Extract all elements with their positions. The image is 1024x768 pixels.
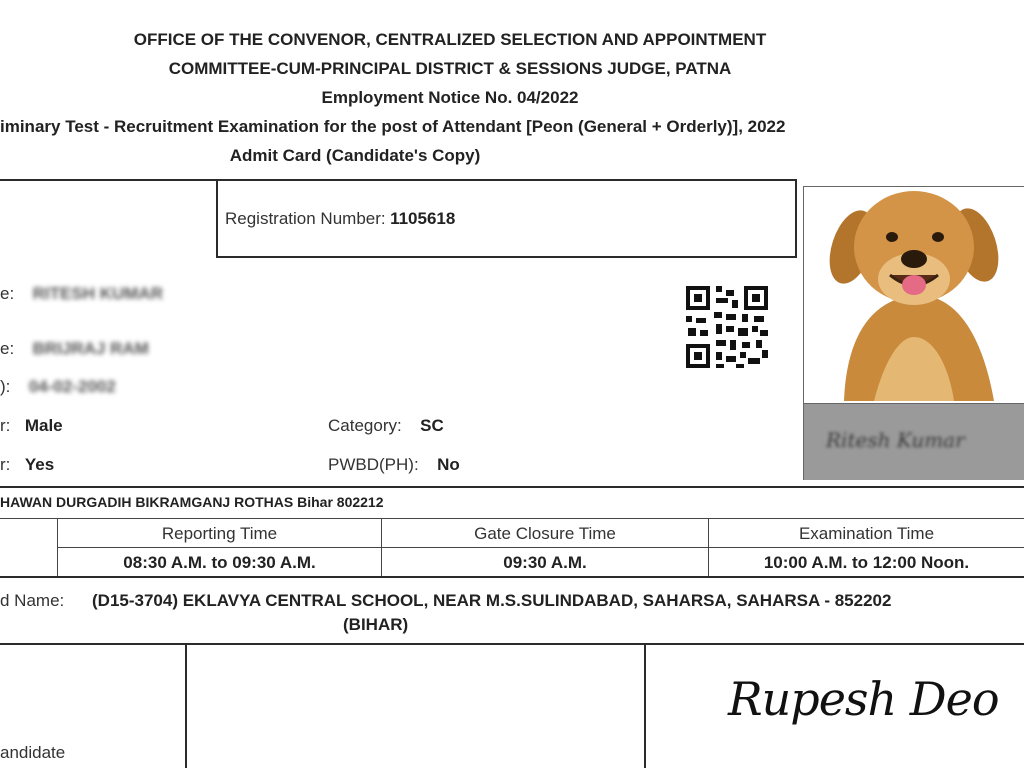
photo-signature: Ritesh Kumar xyxy=(826,428,965,452)
qr-code-icon xyxy=(686,286,768,368)
admit-card-title: Admit Card (Candidate's Copy) xyxy=(229,146,481,165)
employment-notice: Employment Notice No. 04/2022 xyxy=(321,88,579,107)
pwbd-value: No xyxy=(437,455,460,474)
candidate-name-row xyxy=(0,284,163,304)
border-reg-right xyxy=(795,179,797,258)
dob-row xyxy=(0,377,116,397)
border-footer-col1 xyxy=(185,643,187,768)
border-time-bottom xyxy=(0,576,1024,578)
office-title-line2: COMMITTEE-CUM-PRINCIPAL DISTRICT & SESSIONS JUDGE, PATNA xyxy=(168,59,732,78)
father-name-value: BRIJRAJ RAM xyxy=(32,339,149,358)
domicile-label: r: xyxy=(0,455,11,474)
border-footer-col2 xyxy=(644,643,646,768)
candidate-name-value: RITESH KUMAR xyxy=(32,284,163,303)
border-time-mid xyxy=(57,547,1024,548)
border-reg-bottom xyxy=(216,256,797,258)
father-name-row xyxy=(0,339,149,359)
pwbd-row xyxy=(328,455,460,475)
border-centre-bottom xyxy=(0,643,1024,645)
photo-signature-strip xyxy=(804,403,1024,480)
centre-label: d Name: xyxy=(0,591,65,610)
exam-title: iminary Test - Recruitment Examination for the post of Attendant [Peon (General + Orderly)], 2022 xyxy=(0,117,786,136)
candidate-address: HAWAN DURGADIH BIKRAMGANJ ROTHAS Bihar 802212 xyxy=(0,494,384,510)
registration-number: 1105618 xyxy=(390,209,456,228)
candidate-photo-dog-icon xyxy=(804,187,1024,401)
domicile-value: Yes xyxy=(24,455,55,474)
pwbd-label: PWBD(PH): xyxy=(328,455,419,474)
domicile-row xyxy=(0,455,54,475)
border-reg-left xyxy=(216,179,218,258)
gate-closure-header: Gate Closure Time xyxy=(474,524,616,543)
reporting-time-value: 08:30 A.M. to 09:30 A.M. xyxy=(123,553,316,572)
father-name-label: e: xyxy=(0,339,15,358)
centre-state: (BIHAR) xyxy=(343,615,409,634)
gender-row xyxy=(0,416,63,436)
border-address-bottom xyxy=(0,518,1024,519)
category-label: Category: xyxy=(328,416,402,435)
border-address-top xyxy=(0,486,1024,488)
candidate-name-label: e: xyxy=(0,284,15,303)
exam-time-value: 10:00 A.M. to 12:00 Noon. xyxy=(763,553,970,572)
dob-label: ): xyxy=(0,377,11,396)
authority-signature: Rupesh Deo xyxy=(728,672,999,726)
category-row xyxy=(328,416,444,436)
dob-value: 04-02-2002 xyxy=(28,377,116,396)
centre-name: (D15-3704) EKLAVYA CENTRAL SCHOOL, NEAR M.S.SULINDABAD, SAHARSA, SAHARSA - 852202 xyxy=(92,591,892,610)
gender-label: r: xyxy=(0,416,11,435)
registration-row xyxy=(225,209,455,229)
registration-label: Registration Number: xyxy=(225,209,386,228)
office-title-line1: OFFICE OF THE CONVENOR, CENTRALIZED SELECTION AND APPOINTMENT xyxy=(133,30,767,49)
exam-time-header: Examination Time xyxy=(798,524,935,543)
reporting-time-header: Reporting Time xyxy=(161,524,278,543)
candidate-signature-label: andidate xyxy=(0,743,66,762)
gender-value: Male xyxy=(24,416,63,435)
border-top-reg xyxy=(0,179,797,181)
category-value: SC xyxy=(420,416,444,435)
photo-frame xyxy=(803,186,1024,480)
gate-closure-value: 09:30 A.M. xyxy=(503,553,587,572)
